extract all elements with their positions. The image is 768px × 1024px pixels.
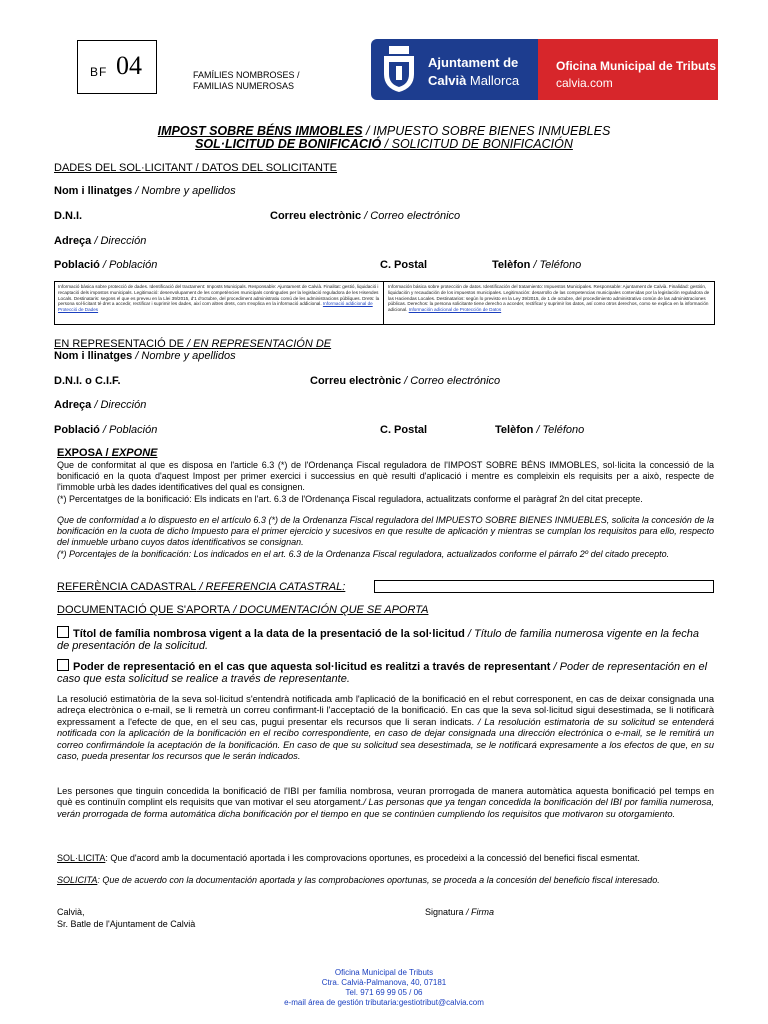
- document-item-family-title: Títol de família nombrosa vigent a la data de la presentació de la sol·licitud / Título de familia numerosa vigente en la fecha de presentación de la solicitud.: [57, 628, 700, 652]
- logo-oficina-line2: calvia.com: [556, 76, 613, 90]
- applicant-town-field[interactable]: Població / Población: [54, 259, 158, 271]
- family-title-checkbox[interactable]: [57, 626, 69, 638]
- representative-phone-field[interactable]: Telèfon / Teléfono: [495, 424, 585, 436]
- applicant-section-title: DADES DEL SOL·LICITANT / DATOS DEL SOLICITANTE: [54, 162, 338, 174]
- families-line-ca: FAMÍLIES NOMBROSES /: [193, 70, 300, 80]
- form-code-label: BF: [90, 65, 108, 79]
- data-protection-ca: Informació bàsica sobre protecció de dades. Identificació del tractament: Imposts Municipals. Responsable: Ajuntament de Calvià. Finalitat: gestió, liquidació i recaptació dels impostos municipals. Legitimació: desenvolupament de les competències municipals contingudes per la legislació reguladora de les Hisendes Locals. Destinataris: segons el que es preveu en la Llei 39/2015, d'1 d'octubre, del procediment administratiu comú de les administracions públiques. Drets: la persona sol·licitant té dret a accedir, rectificar i suprimir les dades, així com altres drets, com s'explica en la informació addicional. Informació addicional de Protecció de Dades: [58, 284, 380, 313]
- footer-office-name: Oficina Municipal de Tributs: [334, 968, 434, 977]
- footer-phone: Tel. 971 69 99 05 / 06: [345, 988, 423, 997]
- representative-town-field[interactable]: Població / Población: [54, 424, 158, 436]
- applicant-phone-field[interactable]: Telèfon / Teléfono: [492, 259, 582, 271]
- signature-addressee: Sr. Batle de l'Ajuntament de Calvià: [57, 919, 196, 929]
- expose-section-title: EXPOSA / EXPONE: [57, 447, 158, 459]
- document-item-power-of-attorney: Poder de representació en el cas que aquesta sol·licitud es realitzi a través de representant / Poder de representación en el caso que esta solicitud se realice a través de representante.: [57, 661, 708, 685]
- representative-name-field[interactable]: Nom i llinatges / Nombre y apellidos: [54, 350, 236, 362]
- expose-text-ca: Que de conformitat al que es disposa en l'article 6.3 (*) de l'Ordenança Fiscal reguladora de l'IMPOST SOBRE BÉNS IMMOBLES, sol·licita la concessió de la bonificació en la quota d'aquest Impost per primer exercici i successius en què resulti d'aplicació i mentre es compleixin els requisits per a això, respecte de l'immoble urbà les dades identificatives del qual es consignen. (*) Percentatges de la bonificació: Els indicats en l'art. 6.3 de l'Ordenança Fiscal reguladora, actualitzats conforme el paràgraf 2n del citat precepte.: [57, 460, 714, 504]
- signature-label: Signatura / Firma: [425, 907, 495, 917]
- form-code-number: 04: [116, 51, 142, 80]
- footer-address: Ctra. Calvià-Palmanova, 40, 07181: [321, 978, 447, 987]
- data-protection-link-ca[interactable]: Informació addicional de Protecció de Dades: [58, 301, 373, 313]
- data-protection-box: [54, 281, 715, 325]
- signature-place: Calvià,: [57, 907, 85, 917]
- representative-postal-field[interactable]: C. Postal: [380, 424, 428, 436]
- extension-text: Les persones que tinguin concedida la bonificació de l'IBI per família nombrosa, veuran prorrogada de manera automàtica aquesta bonificació pel temps en què es continuïn complint els requisits que van motivar el seu atorgament./ Las personas que ya tengan concedida la bonificación del IBI por familia numerosa, verán prorrogada de forma automática dicha bonificación por el tiempo en que se continúen cumpliendo los requisitos que motivaron su otorgamiento.: [57, 786, 714, 819]
- families-heading: [193, 70, 300, 92]
- applicant-email-field[interactable]: Correu electrònic / Correo electrónico: [270, 210, 461, 222]
- applicant-name-field[interactable]: Nom i llinatges / Nombre y apellidos: [54, 185, 236, 197]
- representative-section-title: EN REPRESENTACIÓ DE / EN REPRESENTACIÓN DE: [54, 338, 332, 350]
- applicant-postal-field[interactable]: C. Postal: [380, 259, 428, 271]
- data-protection-link-es[interactable]: Información adicional de Protección de Datos: [408, 307, 502, 313]
- logo-oficina-line1: Oficina Municipal de Tributs: [556, 59, 717, 73]
- request-text-ca: SOL·LICITA: Que d'acord amb la documentació aportada i les comprovacions oportunes, es procedeixi a la concessió del benefici fiscal esmentat.: [57, 853, 640, 863]
- cadastral-reference-label: REFERÈNCIA CADASTRAL / REFERENCIA CATASTRAL:: [57, 581, 346, 593]
- power-of-attorney-checkbox[interactable]: [57, 659, 69, 671]
- form-title-line1: IMPOST SOBRE BÉNS IMMOBLES / IMPUESTO SOBRE BIENES INMUEBLES: [157, 124, 611, 138]
- data-protection-es: Información básica sobre protección de datos. Identificación del tratamiento: Impuestos Municipales. Responsable: Ajuntament de Calvià. Finalidad: gestión, liquidación y recaudación de los impuestos municipales. Legitimación: desarrollo de las competencias municipales contenidas por la legislación reguladora de las Haciendas Locales. Destinatarios: según lo previsto en la Ley 39/2015, de 1 de octubre, del procedimiento administrativo común de las administraciones públicas. Derechos: la persona solicitante tiene derecho a acceder, rectificar y suprimir los datos, así como otros derechos, como se explica en la información adicional. Información adicional de Protección de Datos: [388, 284, 710, 313]
- data-protection-divider: [383, 282, 384, 324]
- logo-ajuntament-line2: Calvià Mallorca: [428, 73, 520, 88]
- applicant-dni-field[interactable]: D.N.I.: [54, 210, 83, 222]
- representative-email-field[interactable]: Correu electrònic / Correo electrónico: [310, 375, 501, 387]
- logo-ajuntament-line1: Ajuntament de: [428, 55, 519, 70]
- cadastral-reference-input[interactable]: [374, 580, 714, 593]
- calvia-shield-icon: [380, 44, 418, 94]
- request-text-es: SOLICITA: Que de acuerdo con la documentación aportada y las comprobaciones oportunas, se proceda a la concesión del beneficio fiscal interesado.: [57, 875, 660, 885]
- expose-text-es: Que de conformidad a lo dispuesto en el artículo 6.3 (*) de la Ordenanza Fiscal reguladora del IMPUESTO SOBRE BIENES INMUEBLES, solicita la concesión de la bonificación en la cuota de dicho Impuesto para el primer ejercicio y sucesivos en que resulte de aplicación y mientras se cumplan los requisitos para ello, respecto del inmueble urbano cuyos datos identificativos se consignan. (*) Porcentajes de la bonificación: Los indicados en el art. 6.3 de la Ordenanza Fiscal reguladora, actualizados conforme el párrafo 2º del citado precepto.: [57, 515, 714, 559]
- representative-address-field[interactable]: Adreça / Dirección: [54, 399, 147, 411]
- resolution-text: La resolució estimatòria de la seva sol·licitud s'entendrà notificada amb l'aplicació de la bonificació en el rebut corresponent, en cas de deixar consignada una adreça electrònica o e-mail, se li remetrà un correu confirmant-li l'acceptació de la bonificació. En cas que la seva sol·licitud sigui desestimada, se li notificarà expressament a l'efecte de que, en el seu cas, pugui presentar els recursos que li seran indicats. / La resolución estimatoria de su solicitud se entenderá notificada con la aplicación de la bonificación en el recibo correspondiente, en caso de dejar consignada una dirección electrónica o e-mail, se le remitirá un correo confirmándole la aceptación de la bonificación. En caso de que su solicitud sea desestimada, se le notificará expresamente a los efectos de que, en su caso, pueda presentar los recursos que le serán indicados.: [57, 694, 714, 762]
- applicant-address-field[interactable]: Adreça / Dirección: [54, 235, 147, 247]
- documents-section-title: DOCUMENTACIÓ QUE S'APORTA / DOCUMENTACIÓN QUE SE APORTA: [57, 604, 429, 616]
- form-title-line2: SOL·LICITUD DE BONIFICACIÓ / SOLICITUD DE BONIFICACIÓN: [195, 137, 573, 151]
- footer-email[interactable]: e-mail área de gestión tributaria:gestiotribut@calvia.com: [284, 998, 484, 1007]
- form-code-box: [77, 40, 157, 94]
- families-line-es: FAMILIAS NUMEROSAS: [193, 81, 295, 91]
- representative-dni-field[interactable]: D.N.I. o C.I.F.: [54, 375, 121, 387]
